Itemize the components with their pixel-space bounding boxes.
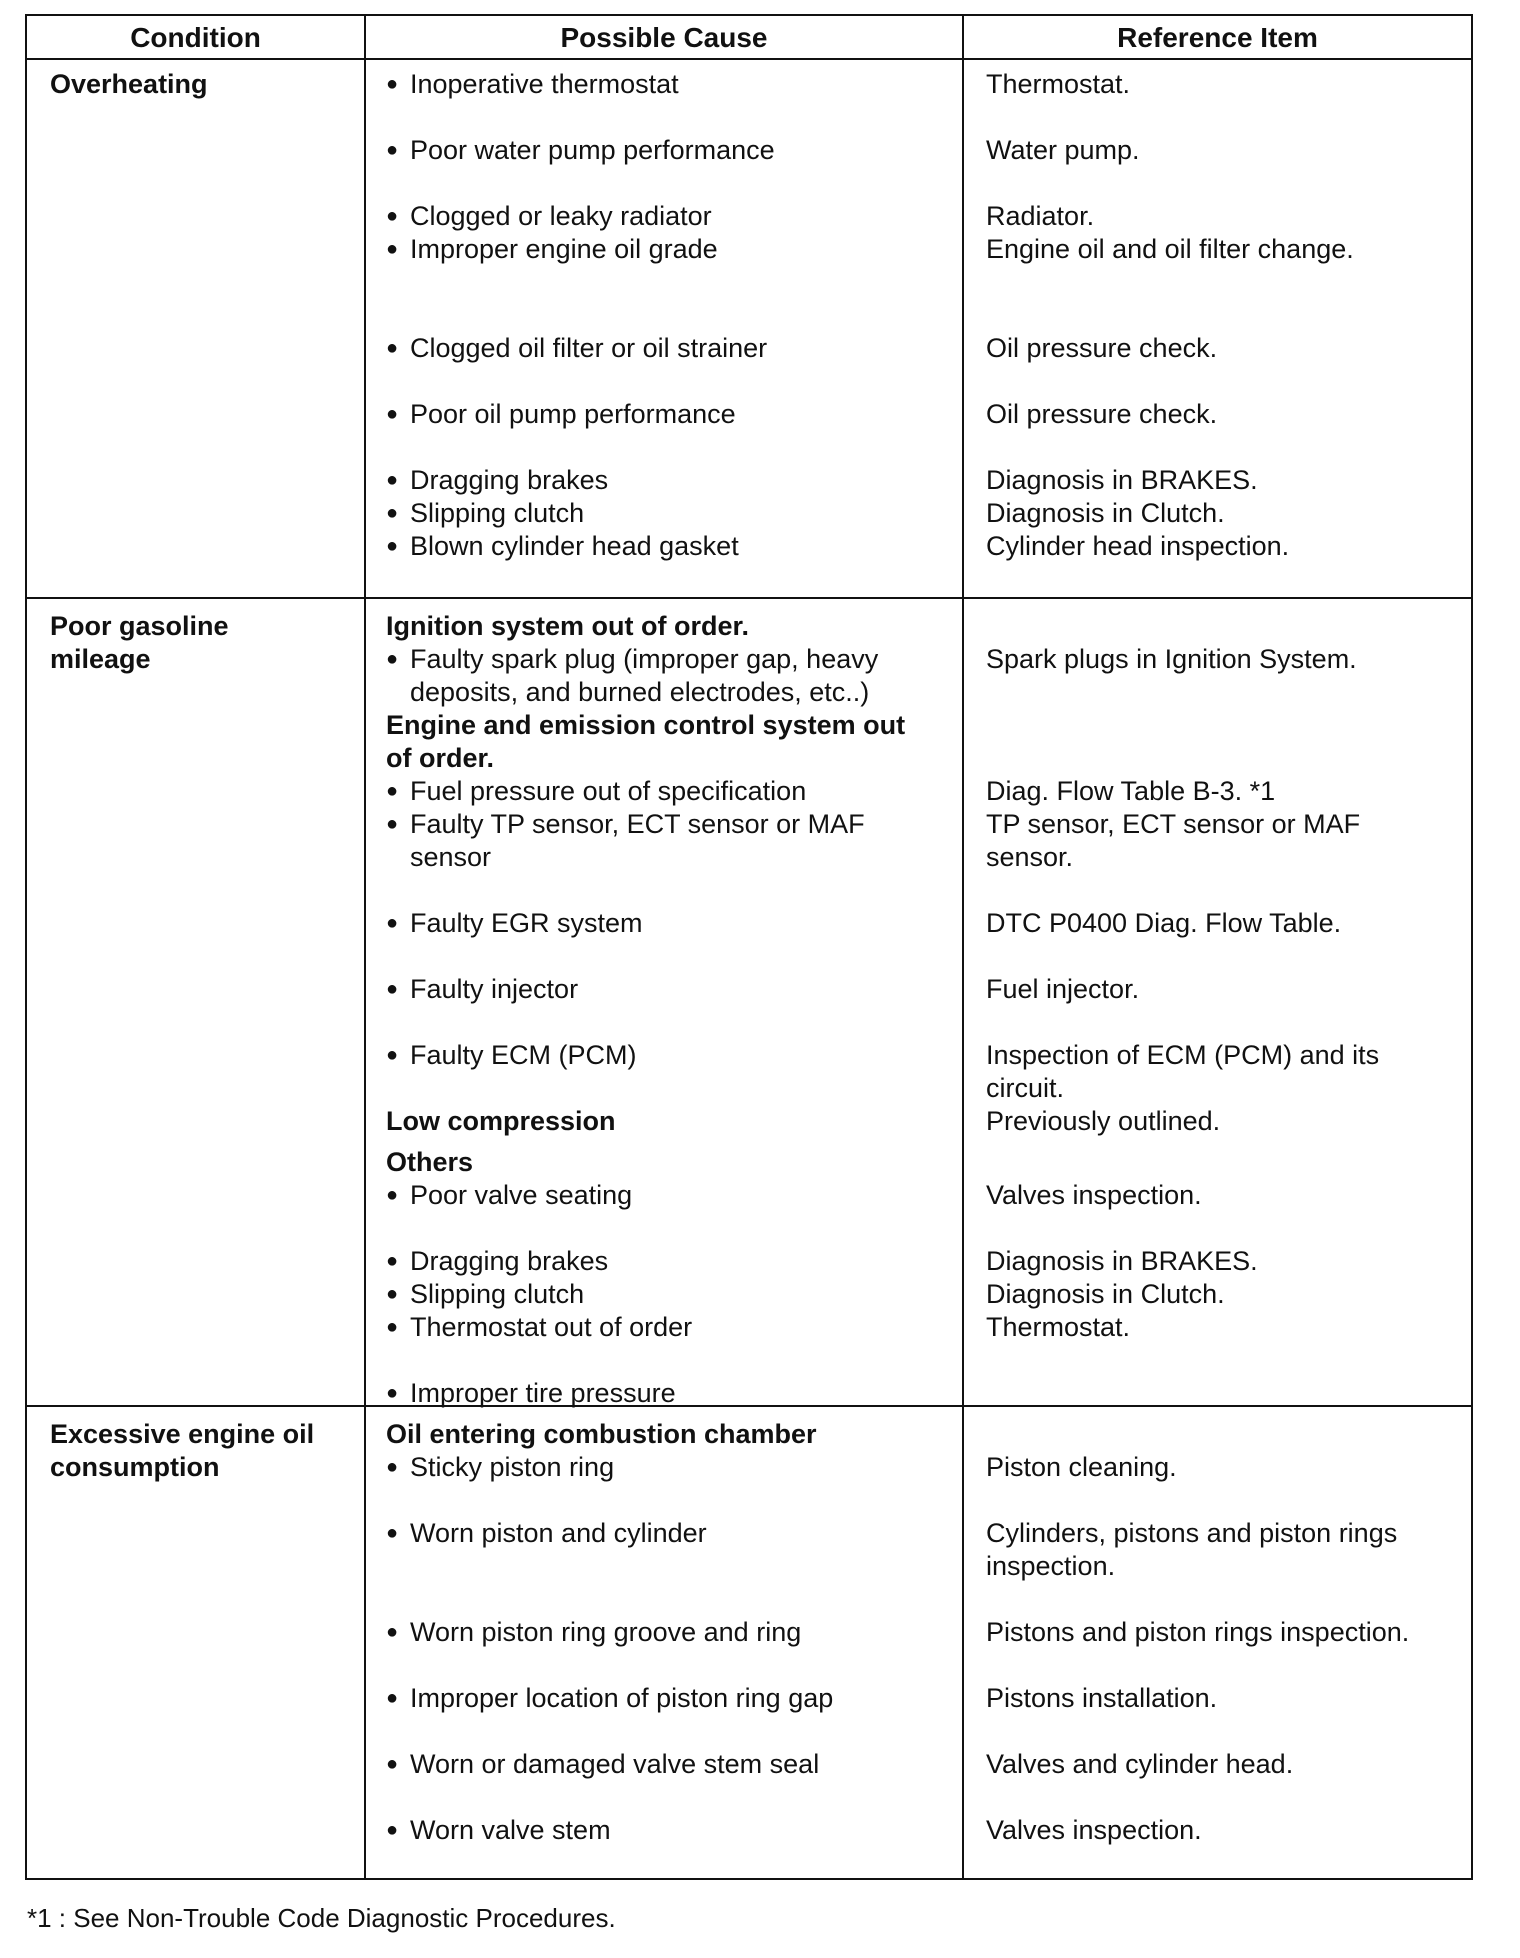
cause-item-continued: sensor	[410, 842, 492, 872]
reference-item: Diagnosis in BRAKES.	[986, 1246, 1258, 1276]
cause-item: ● Worn piston and cylinder	[410, 1517, 707, 1550]
reference-item-continued: sensor.	[986, 842, 1074, 872]
table-frame	[25, 14, 1473, 1880]
reference-item: Spark plugs in Ignition System.	[986, 644, 1357, 674]
cause-group-heading: Others	[386, 1147, 474, 1177]
row-divider-2	[25, 1405, 1473, 1407]
cause-item: ● Inoperative thermostat	[410, 68, 679, 101]
cause-item: ● Faulty TP sensor, ECT sensor or MAF	[410, 808, 865, 841]
reference-item: Engine oil and oil filter change.	[986, 234, 1354, 264]
reference-item: Diagnosis in Clutch.	[986, 498, 1225, 528]
cause-item: ● Slipping clutch	[410, 497, 584, 530]
reference-item: Pistons and piston rings inspection.	[986, 1617, 1410, 1647]
cause-item: ● Improper location of piston ring gap	[410, 1682, 833, 1715]
condition-poor-gasoline-mileage: Poor gasoline	[50, 611, 229, 641]
cause-item: ● Poor water pump performance	[410, 134, 775, 167]
cause-item: ● Blown cylinder head gasket	[410, 530, 739, 563]
cause-item: ● Fuel pressure out of specification	[410, 775, 806, 808]
reference-item: Pistons installation.	[986, 1683, 1218, 1713]
reference-item: Piston cleaning.	[986, 1452, 1177, 1482]
header-possible-cause: Possible Cause	[560, 22, 768, 53]
cause-item: ● Faulty ECM (PCM)	[410, 1039, 637, 1072]
cause-item: ● Dragging brakes	[410, 464, 608, 497]
reference-item: Diagnosis in Clutch.	[986, 1279, 1225, 1309]
reference-item: Cylinder head inspection.	[986, 531, 1290, 561]
reference-item: Valves inspection.	[986, 1180, 1202, 1210]
cause-item: ● Sticky piston ring	[410, 1451, 614, 1484]
condition-overheating: Overheating	[50, 69, 208, 99]
reference-item: Diagnosis in BRAKES.	[986, 465, 1258, 495]
cause-item: ● Worn valve stem	[410, 1814, 611, 1847]
reference-item: Water pump.	[986, 135, 1140, 165]
reference-item: DTC P0400 Diag. Flow Table.	[986, 908, 1342, 938]
cause-item: ● Poor valve seating	[410, 1179, 632, 1212]
reference-item: Cylinders, pistons and piston rings	[986, 1518, 1398, 1548]
reference-item: Inspection of ECM (PCM) and its	[986, 1040, 1380, 1070]
header-divider	[25, 58, 1473, 60]
reference-item-continued: inspection.	[986, 1551, 1116, 1581]
cause-group-heading: Engine and emission control system out	[386, 710, 906, 740]
cause-item: ● Thermostat out of order	[410, 1311, 692, 1344]
column-divider-1	[364, 14, 366, 1880]
cause-item: ● Improper engine oil grade	[410, 233, 718, 266]
cause-group-heading: Low compression	[386, 1106, 616, 1136]
reference-item: Thermostat.	[986, 1312, 1131, 1342]
footnote: *1 : See Non-Trouble Code Diagnostic Procedures.	[27, 1903, 616, 1933]
cause-item: ● Poor oil pump performance	[410, 398, 736, 431]
cause-item: ● Worn piston ring groove and ring	[410, 1616, 801, 1649]
cause-group-heading-continued: of order.	[386, 743, 495, 773]
cause-item: ● Clogged oil filter or oil strainer	[410, 332, 767, 365]
reference-item: Thermostat.	[986, 69, 1131, 99]
reference-item: TP sensor, ECT sensor or MAF	[986, 809, 1361, 839]
reference-item: Previously outlined.	[986, 1106, 1221, 1136]
header-condition: Condition	[130, 22, 261, 53]
cause-item: ● Clogged or leaky radiator	[410, 200, 712, 233]
cause-item: ● Faulty EGR system	[410, 907, 643, 940]
cause-item-continued: deposits, and burned electrodes, etc..)	[410, 677, 870, 707]
reference-item: Oil pressure check.	[986, 333, 1218, 363]
cause-item: ● Improper tire pressure	[410, 1377, 676, 1410]
reference-item: Valves inspection.	[986, 1815, 1202, 1845]
cause-item: ● Faulty spark plug (improper gap, heavy	[410, 643, 878, 676]
cause-group-heading: Oil entering combustion chamber	[386, 1419, 817, 1449]
row-divider-1	[25, 597, 1473, 599]
column-divider-2	[962, 14, 964, 1880]
cause-item: ● Worn or damaged valve stem seal	[410, 1748, 819, 1781]
reference-item: Fuel injector.	[986, 974, 1140, 1004]
cause-item: ● Dragging brakes	[410, 1245, 608, 1278]
cause-item: ● Slipping clutch	[410, 1278, 584, 1311]
cause-item: ● Faulty injector	[410, 973, 578, 1006]
reference-item: Diag. Flow Table B-3. *1	[986, 776, 1276, 806]
header-reference-item: Reference Item	[1117, 22, 1318, 53]
reference-item-continued: circuit.	[986, 1073, 1065, 1103]
condition-excessive-oil-consumption: Excessive engine oil	[50, 1419, 315, 1449]
cause-group-heading: Ignition system out of order.	[386, 611, 750, 641]
condition-excessive-oil-consumption: consumption	[50, 1452, 220, 1482]
reference-item: Radiator.	[986, 201, 1095, 231]
reference-item: Oil pressure check.	[986, 399, 1218, 429]
reference-item: Valves and cylinder head.	[986, 1749, 1294, 1779]
condition-poor-gasoline-mileage: mileage	[50, 644, 151, 674]
